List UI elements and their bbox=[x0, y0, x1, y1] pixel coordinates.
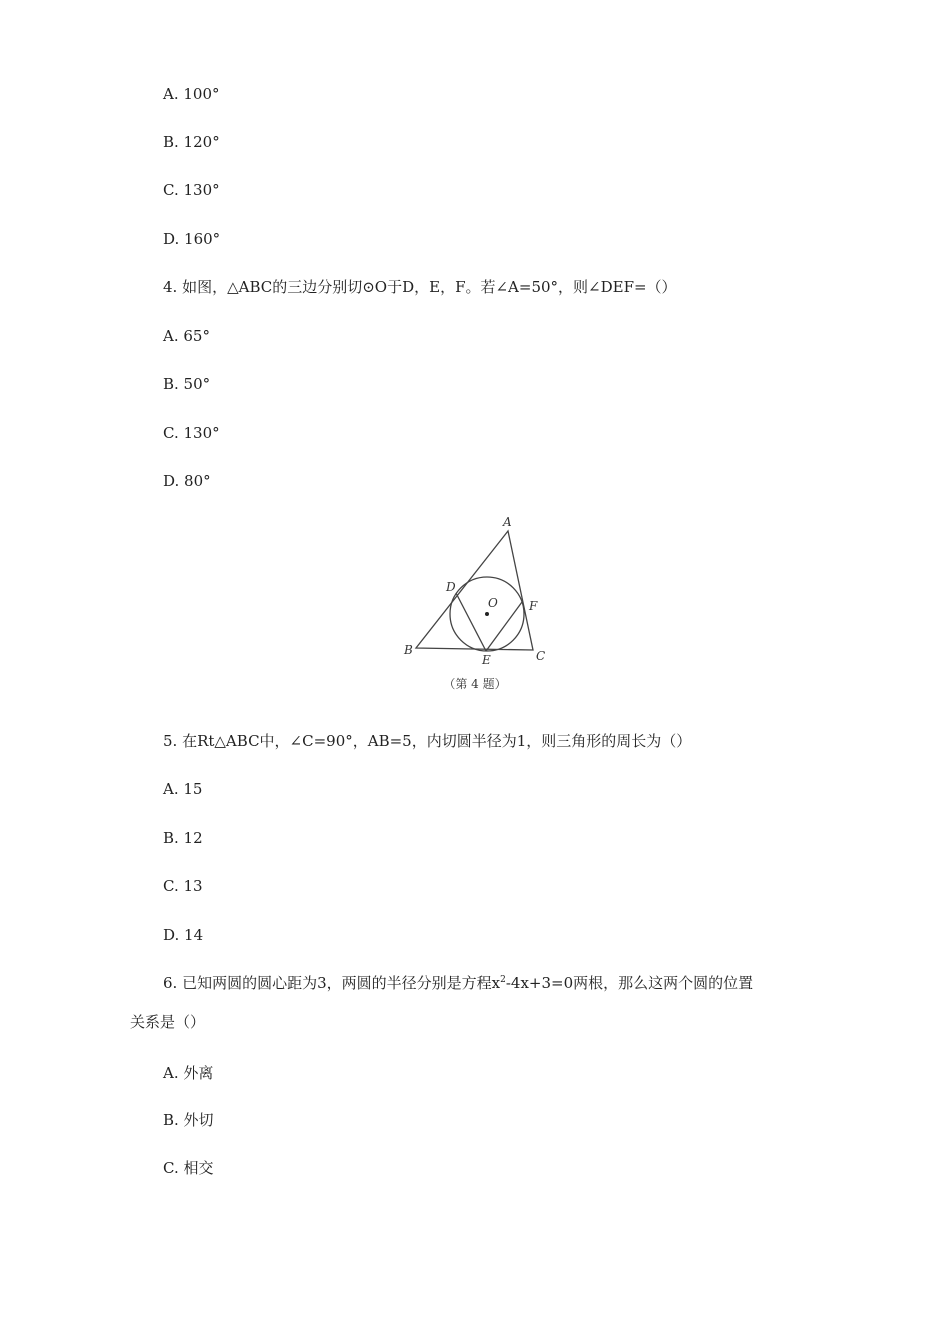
label-a: A bbox=[503, 515, 512, 529]
q6-option-b: B. 外切 bbox=[163, 1111, 214, 1129]
q5-option-c: C. 13 bbox=[163, 877, 203, 895]
q3-option-b: B. 120° bbox=[163, 133, 220, 151]
q6-text-line2: 关系是（） bbox=[130, 1013, 206, 1031]
q3-option-d: D. 160° bbox=[163, 230, 221, 248]
label-e: E bbox=[482, 653, 491, 667]
q4-option-d: D. 80° bbox=[163, 472, 211, 490]
label-b: B bbox=[404, 643, 413, 657]
q6-text-part2: -4x+3=0两根，那么这两个圆的位置 bbox=[505, 974, 754, 992]
segment-de bbox=[456, 593, 486, 651]
q4-figure-svg bbox=[395, 510, 560, 680]
label-c: C bbox=[536, 649, 546, 663]
q6-option-c: C. 相交 bbox=[163, 1159, 214, 1177]
q5-option-b: B. 12 bbox=[163, 829, 203, 847]
q6-option-a: A. 外离 bbox=[163, 1064, 214, 1082]
q5-option-d: D. 14 bbox=[163, 926, 204, 944]
q4-figure bbox=[395, 510, 560, 695]
q6-text-part1: 6. 已知两圆的圆心距为3，两圆的半径分别是方程x bbox=[163, 974, 501, 992]
q5-text: 5. 在Rt△ABC中，∠C=90°，AB=5，内切圆半径为1，则三角形的周长为（） bbox=[163, 732, 692, 750]
q4-option-c: C. 130° bbox=[163, 424, 220, 442]
q6-exponent: 2 bbox=[500, 975, 506, 985]
q4-figure-caption: （第 4 题） bbox=[443, 677, 507, 691]
q4-option-a: A. 65° bbox=[163, 327, 210, 345]
label-f: F bbox=[529, 599, 538, 613]
q3-option-c: C. 130° bbox=[163, 181, 220, 199]
label-o: O bbox=[488, 596, 498, 610]
q3-option-a: A. 100° bbox=[163, 85, 220, 103]
q4-option-b: B. 50° bbox=[163, 375, 211, 393]
q5-option-a: A. 15 bbox=[163, 780, 203, 798]
q4-text: 4. 如图，△ABC的三边分别切⊙O于D，E，F。若∠A=50°，则∠DEF=（） bbox=[163, 278, 677, 296]
q6-text bbox=[163, 973, 753, 993]
center-point-o bbox=[485, 612, 489, 616]
label-d: D bbox=[446, 580, 456, 594]
